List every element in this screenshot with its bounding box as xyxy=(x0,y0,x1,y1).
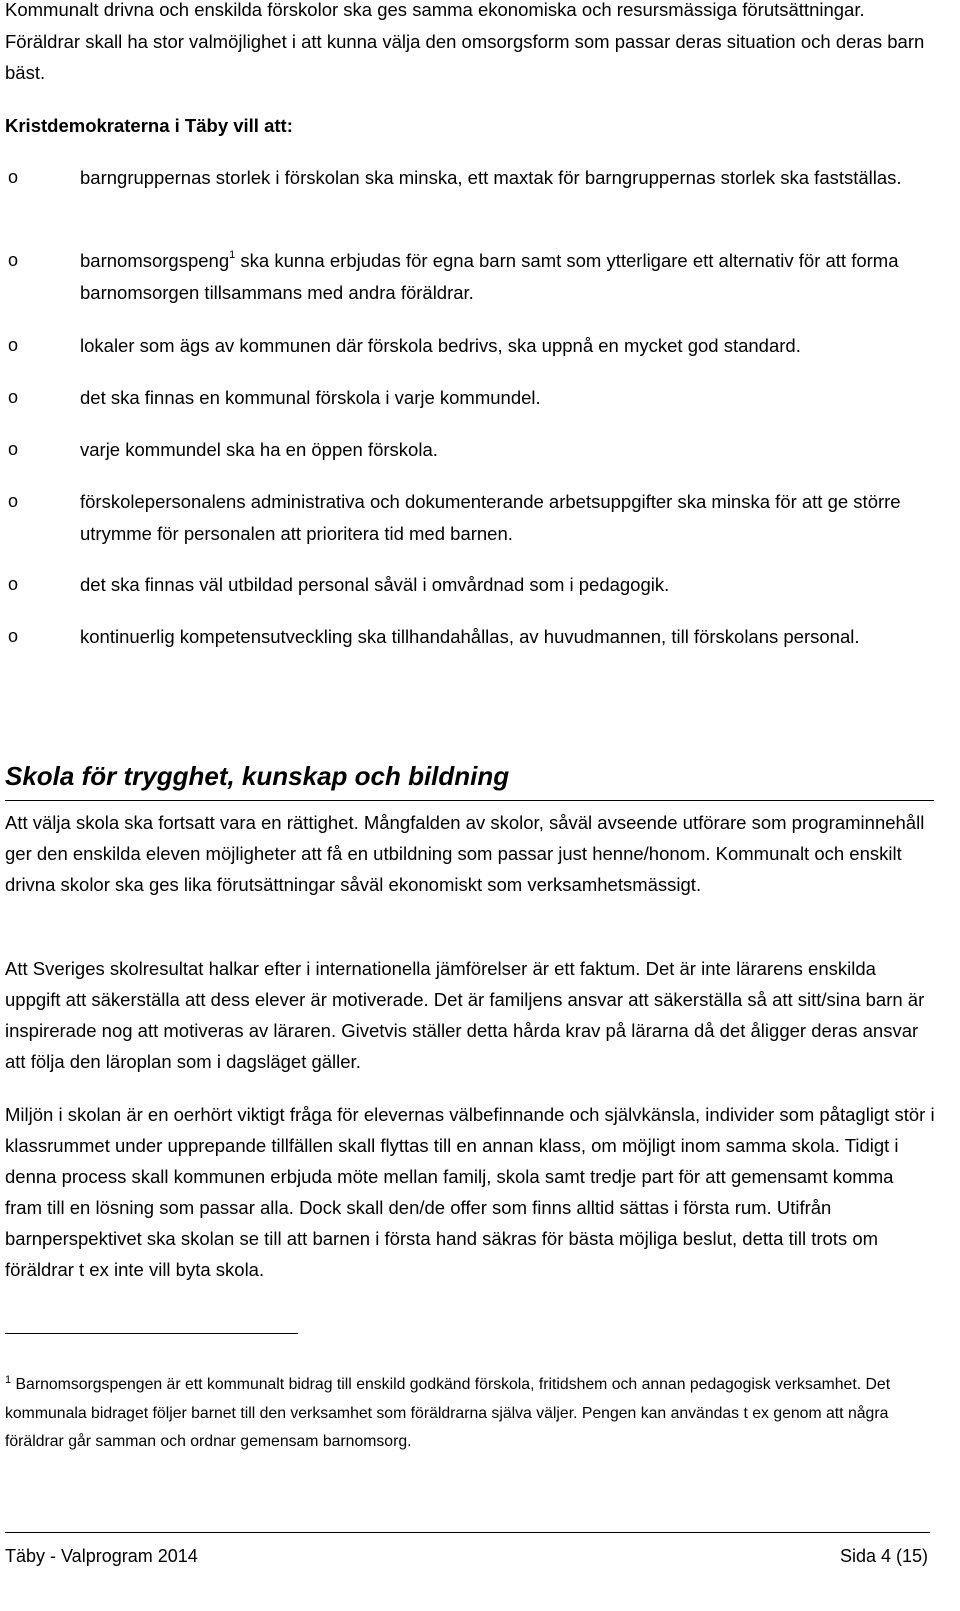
list-item-text-start: barnomsorgspeng xyxy=(80,250,230,271)
bullet-marker: o xyxy=(8,439,19,459)
intro-paragraph: Kommunalt drivna och enskilda förskolor ska ges samma ekonomiska och resursmässiga förutsättningar. Föräldrar skall ha stor valmöjlighet i att kunna välja den omsorgsform som passar deras situation och deras barn bäst. xyxy=(5,0,925,83)
bullet-marker: o xyxy=(8,250,19,270)
body-paragraph: Att Sveriges skolresultat halkar efter i internationella jämförelser är ett faktum. Det är inte lärarens enskilda uppgift att säkerställa att dess elever är motiverade. Det är familjens ansvar att säkerställa så att sitt/sina barn är inspirerade nog att motiveras av läraren. Givetvis ställer detta hårda krav på lärarna då det åligger deras ansvar att följa den läroplan som i dagsläget gäller. xyxy=(5,958,925,1072)
footnote-reference[interactable]: 1 xyxy=(229,249,236,261)
bullet-marker: o xyxy=(8,167,19,187)
section-heading: Skola för trygghet, kunskap och bildning xyxy=(5,761,510,791)
list-item-text xyxy=(80,245,932,308)
footer-divider xyxy=(5,1532,930,1533)
bullet-marker: o xyxy=(8,335,19,355)
list-item-text: det ska finnas en kommunal förskola i varje kommundel. xyxy=(80,387,541,408)
footnote-text: Barnomsorgspengen är ett kommunalt bidrag till enskild godkänd förskola, fritidshem och annan pedagogisk verksamhet. Det kommunala bidraget följer barnet till den verksamhet som föräldrarna själva väljer. Pengen kan användas t ex genom att några föräldrar går samman och ordnar gemensam barnomsorg. xyxy=(5,1376,891,1450)
bullet-marker: o xyxy=(8,491,19,511)
list-item-text: det ska finnas väl utbildad personal såväl i omvårdnad som i pedagogik. xyxy=(80,574,670,595)
body-paragraph: Miljön i skolan är en oerhört viktigt fråga för elevernas välbefinnande och självkänsla, individer som påtagligt stör i klassrummet under upprepande tillfällen skall flyttas till en annan klass, om möjligt inom samma skola. Tidigt i denna process skall kommunen erbjuda möte mellan familj, skola samt tredje part för att gemensamt komma fram till en lösning som passar alla. Dock skall den/de offer som finns alltid sättas i första rum. Utifrån barnperspektivet ska skolan se till att barnen i första hand säkras för bästa möjliga beslut, detta till trots om föräldrar t ex inte vill byta skola. xyxy=(5,1104,935,1280)
list-item-text: lokaler som ägs av kommunen där förskola bedrivs, ska uppnå en mycket god standard. xyxy=(80,335,801,356)
footnote xyxy=(5,1371,930,1457)
bullet-marker: o xyxy=(8,387,19,407)
footer-document-title: Täby - Valprogram 2014 xyxy=(5,1546,198,1566)
bullet-marker: o xyxy=(8,626,19,646)
list-item-text: kontinuerlig kompetensutveckling ska tillhandahållas, av huvudmannen, till förskolans personal. xyxy=(80,626,860,647)
list-item-text: barngruppernas storlek i förskolan ska minska, ett maxtak för barngruppernas storlek ska fastställas. xyxy=(80,167,902,188)
heading-underline xyxy=(5,800,934,801)
subheading: Kristdemokraterna i Täby vill att: xyxy=(5,115,293,136)
bullet-marker: o xyxy=(8,574,19,594)
footnote-separator xyxy=(5,1333,298,1334)
footnote-number: 1 xyxy=(5,1374,12,1386)
body-paragraph: Att välja skola ska fortsatt vara en rättighet. Mångfalden av skolor, såväl avseende utförare som programinnehåll ger den enskilda eleven möjligheter att få en utbildning som passar just henne/honom. Kommunalt och enskilt drivna skolor ska ges lika förutsättningar såväl ekonomiskt som verksamhetsmässigt. xyxy=(5,812,925,895)
list-item-text: förskolepersonalens administrativa och dokumenterande arbetsuppgifter ska minska för att ge större utrymme för personalen att prioritera tid med barnen. xyxy=(80,491,901,544)
footer-page-number: Sida 4 (15) xyxy=(839,1546,928,1566)
list-item-text-end: ska kunna erbjudas för egna barn samt som ytterligare ett alternativ för att forma barnomsorgen tillsammans med andra föräldrar. xyxy=(80,250,899,303)
list-item-text: varje kommundel ska ha en öppen förskola. xyxy=(80,439,438,460)
